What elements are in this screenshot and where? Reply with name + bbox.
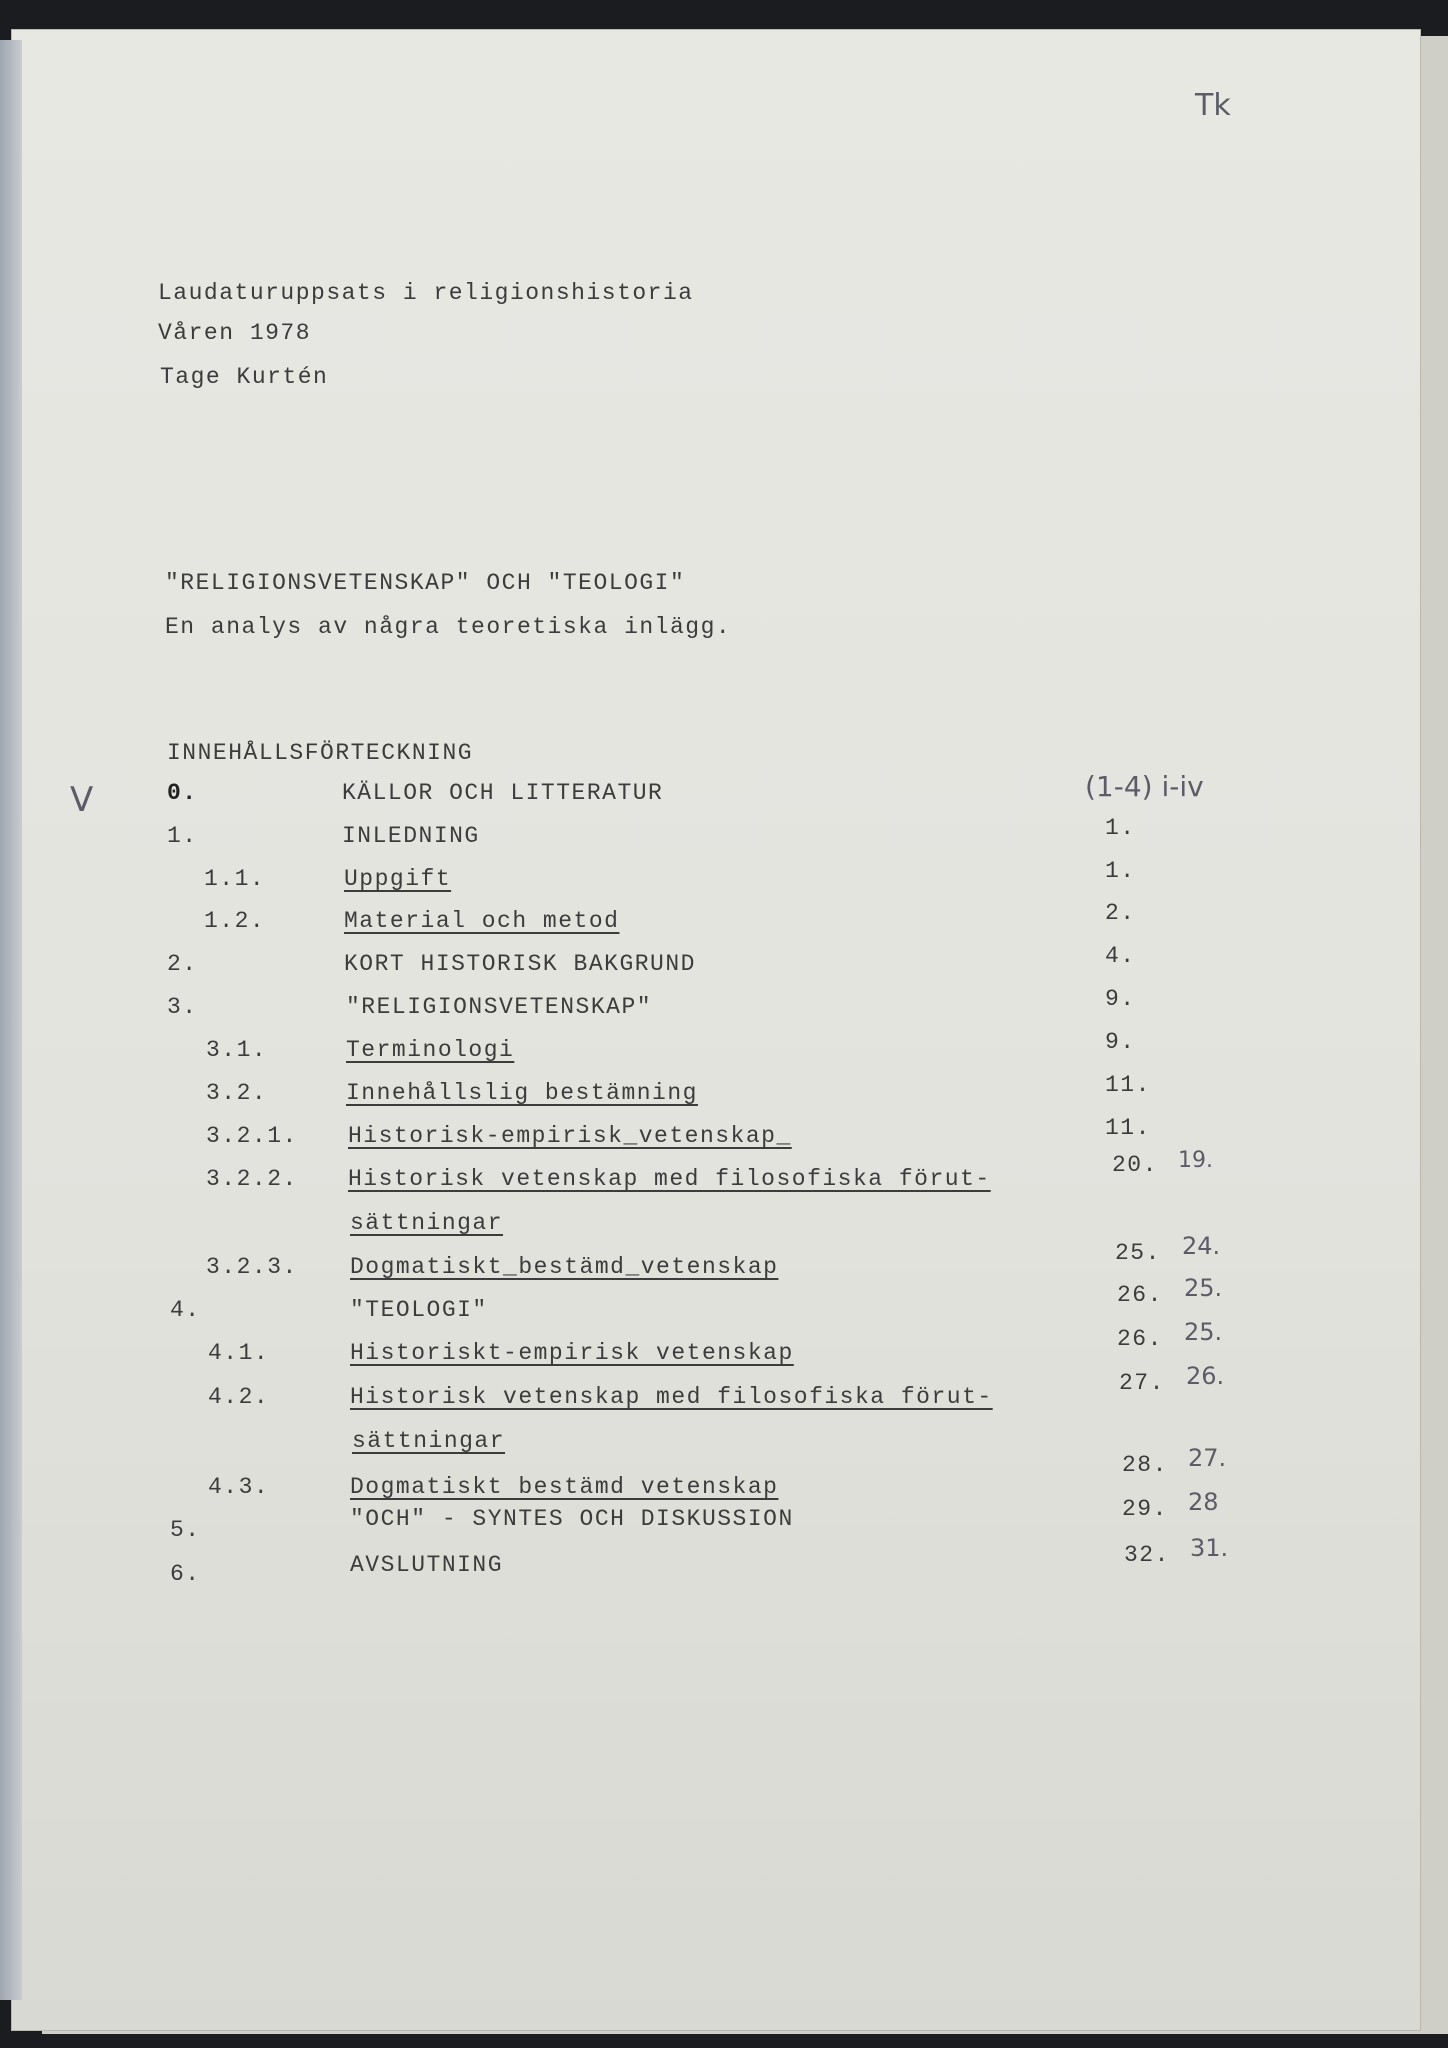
toc-page: 11.: [1105, 1115, 1151, 1141]
toc-num: 3.2.2.: [206, 1166, 298, 1192]
toc-page: 28.: [1122, 1452, 1168, 1478]
toc-handwritten-page: 19.: [1178, 1148, 1213, 1173]
toc-page: 2.: [1105, 900, 1136, 926]
toc-num: 3.2.3.: [206, 1254, 298, 1280]
toc-num: 1.: [167, 823, 198, 849]
toc-handwritten-page: 25.: [1184, 1274, 1223, 1302]
toc-title: Innehållslig bestämning: [346, 1080, 698, 1106]
toc-page: 25.: [1115, 1240, 1161, 1266]
toc-num: 4.1.: [208, 1340, 270, 1366]
toc-title: Dogmatiskt bestämd vetenskap: [350, 1474, 779, 1500]
toc-num: 1.2.: [204, 908, 266, 934]
toc-page: 1.: [1105, 815, 1136, 841]
toc-page: 29.: [1122, 1496, 1168, 1522]
toc-title: Historisk vetenskap med filosofiska förut-: [348, 1166, 991, 1192]
toc-num: 6.: [170, 1561, 201, 1587]
toc-page: 32.: [1124, 1542, 1170, 1568]
margin-check-mark: V: [70, 780, 94, 820]
corner-handwritten-mark: Tk: [1195, 88, 1231, 123]
toc-page: 4.: [1105, 943, 1136, 969]
toc-handwritten-page: 31.: [1190, 1534, 1229, 1562]
toc-title: "TEOLOGI": [350, 1297, 488, 1323]
toc-handwritten-page: (1-4) i-iv: [1085, 770, 1204, 803]
toc-page: 9.: [1105, 1029, 1136, 1055]
toc-num: 4.: [170, 1297, 201, 1323]
header-line-author: Tage Kurtén: [160, 364, 329, 390]
toc-title-continued: sättningar: [350, 1210, 504, 1236]
toc-heading: INNEHÅLLSFÖRTECKNING: [167, 740, 474, 766]
toc-page: 1.: [1105, 858, 1136, 884]
toc-title: Material och metod: [344, 908, 620, 934]
toc-title: Uppgift: [344, 866, 452, 892]
toc-title: Historisk vetenskap med filosofiska förut-: [350, 1384, 993, 1410]
toc-num: 3.1.: [206, 1037, 268, 1063]
document-title: "RELIGIONSVETENSKAP" OCH "TEOLOGI": [165, 570, 686, 596]
toc-title: "RELIGIONSVETENSKAP": [346, 994, 653, 1020]
toc-page: 26.: [1117, 1282, 1163, 1308]
header-line-term: Våren 1978: [158, 320, 312, 346]
toc-num: 3.2.: [206, 1080, 268, 1106]
toc-page: 27.: [1119, 1370, 1165, 1396]
toc-title: Dogmatiskt_bestämd_vetenskap: [350, 1254, 779, 1280]
toc-handwritten-page: 27.: [1188, 1444, 1227, 1472]
document-subtitle: En analys av några teoretiska inlägg.: [165, 614, 732, 640]
toc-num: 0.: [167, 780, 198, 806]
toc-num: 5.: [170, 1517, 201, 1543]
toc-num: 3.: [167, 994, 198, 1020]
toc-title-continued: sättningar: [352, 1428, 506, 1454]
toc-num: 2.: [167, 951, 198, 977]
toc-title: Terminologi: [346, 1037, 515, 1063]
toc-num: 4.3.: [208, 1474, 270, 1500]
toc-title: INLEDNING: [342, 823, 480, 849]
toc-handwritten-page: 28: [1188, 1488, 1219, 1516]
toc-page: 9.: [1105, 986, 1136, 1012]
toc-title: KÄLLOR OCH LITTERATUR: [342, 780, 664, 806]
toc-title: "OCH" - SYNTES OCH DISKUSSION: [350, 1506, 794, 1532]
toc-title: AVSLUTNING: [350, 1552, 504, 1578]
toc-page: 20.: [1112, 1152, 1158, 1178]
toc-handwritten-page: 26.: [1186, 1362, 1225, 1390]
toc-num: 3.2.1.: [206, 1123, 298, 1149]
toc-num: 4.2.: [208, 1384, 270, 1410]
toc-title: KORT HISTORISK BAKGRUND: [344, 951, 696, 977]
header-line-course: Laudaturuppsats i religionshistoria: [158, 280, 694, 306]
toc-num: 1.1.: [204, 866, 266, 892]
toc-page: 26.: [1117, 1326, 1163, 1352]
toc-title: Historiskt-empirisk vetenskap: [350, 1340, 794, 1366]
toc-title: Historisk-empirisk_vetenskap_: [348, 1123, 792, 1149]
left-background-edge: [0, 40, 22, 2000]
toc-handwritten-page: 24.: [1182, 1232, 1221, 1260]
toc-page: 11.: [1105, 1072, 1151, 1098]
toc-handwritten-page: 25.: [1184, 1318, 1223, 1346]
